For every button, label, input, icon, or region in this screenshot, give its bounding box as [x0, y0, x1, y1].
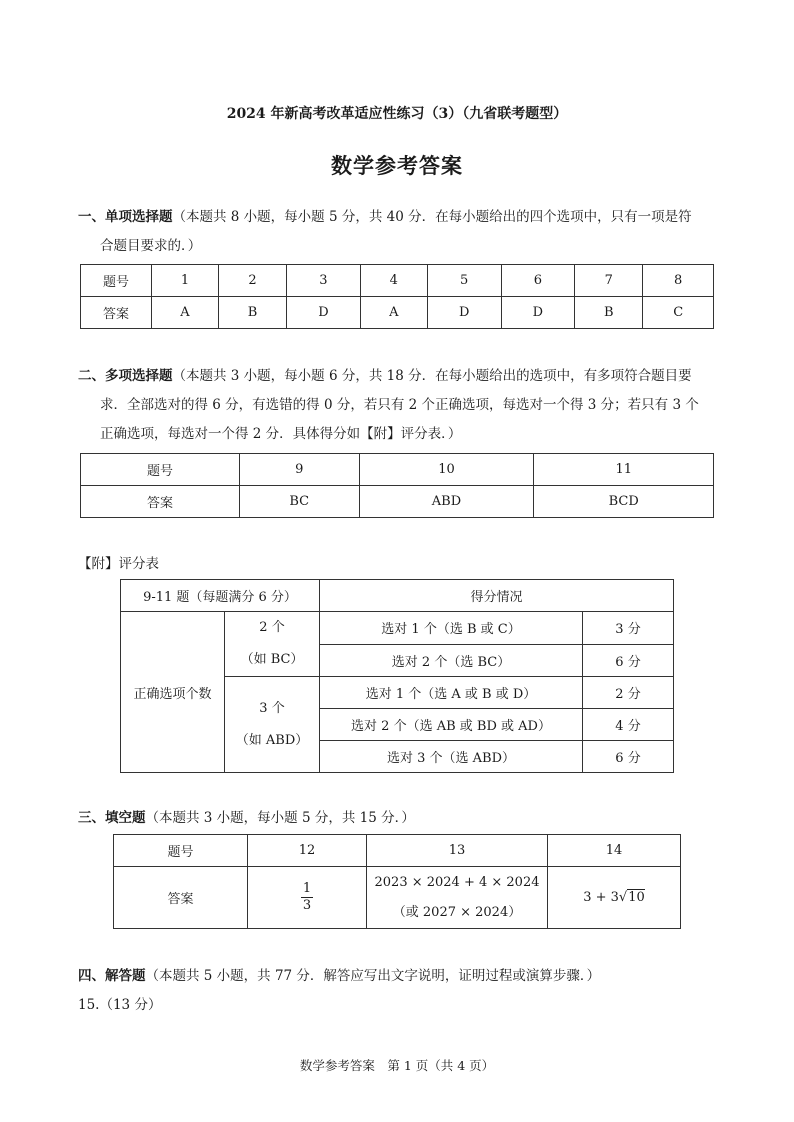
question-cell: 6 [501, 265, 575, 297]
table-row-questions [114, 835, 681, 867]
group-label: 2 个 [259, 620, 285, 635]
question-15-label: 15.（13 分） [78, 997, 162, 1013]
row-label-answer: 答案 [81, 486, 240, 518]
table-row-answers [81, 486, 714, 518]
case-cell: 选对 2 个（选 BC） [320, 644, 583, 677]
answer-cell: D [501, 297, 575, 329]
section1-answer-table [80, 264, 714, 329]
score-cell: 2 分 [583, 677, 674, 709]
section2-desc-line2: 求．全部选对的得 6 分，有选错的得 0 分，若只有 2 个正确选项，每选对一个得 3 分；若只有 3 个 [100, 397, 699, 413]
section4-intro [78, 962, 728, 1020]
question-cell: 7 [575, 265, 643, 297]
section2-intro [78, 362, 728, 449]
question-cell: 10 [359, 454, 534, 486]
question-cell: 5 [427, 265, 501, 297]
section4-desc: （本题共 5 小题，共 77 分．解答应写出文字说明，证明过程或演算步骤．） [145, 968, 601, 984]
section1-heading: 一、单项选择题 [78, 209, 173, 225]
group-cell [225, 612, 320, 677]
section3-heading: 三、填空题 [78, 810, 146, 826]
section2-heading: 二、多项选择题 [78, 368, 173, 384]
row-label-cell: 正确选项个数 [121, 612, 225, 773]
group-example: （如 BC） [240, 652, 304, 667]
row-label-question: 题号 [114, 835, 248, 867]
answer-cell-12 [248, 867, 367, 929]
document-subtitle: 数学参考答案 [331, 153, 463, 178]
header-cell: 9-11 题（每题满分 6 分） [121, 580, 320, 612]
case-cell: 选对 2 个（选 AB 或 BD 或 AD） [320, 709, 583, 741]
case-cell: 选对 3 个（选 ABD） [320, 741, 583, 773]
radical-sign: √ [618, 890, 628, 905]
answer-14-radicand: 10 [628, 890, 645, 905]
section1-desc-line1: （本题共 8 小题，每小题 5 分，共 40 分．在每小题给出的四个选项中，只有一项是符 [172, 209, 692, 225]
case-cell: 选对 1 个（选 A 或 B 或 D） [320, 677, 583, 709]
answer-cell-13 [367, 867, 548, 929]
answer-cell-14 [548, 867, 681, 929]
table-row-questions [81, 265, 714, 297]
table-row-answers [81, 297, 714, 329]
question-cell: 3 [287, 265, 361, 297]
answer-cell: D [427, 297, 501, 329]
answer-13-alternative: （或 2027 × 2024） [392, 904, 522, 920]
document-title: 2024 年新高考改革适应性练习（3）（九省联考题型） [226, 106, 568, 122]
question-cell: 8 [643, 265, 714, 297]
score-cell: 6 分 [583, 741, 674, 773]
question-cell: 14 [548, 835, 681, 867]
section1-desc-line2: 合题目要求的．） [100, 238, 202, 254]
section3-intro [78, 804, 728, 833]
appendix-scoring-table [120, 579, 674, 773]
table-row [121, 612, 674, 645]
question-cell: 11 [534, 454, 714, 486]
section4-heading: 四、解答题 [78, 968, 146, 984]
answer-13-expression: 2023 × 2024 + 4 × 2024 [374, 874, 540, 890]
fraction-denominator: 3 [302, 898, 312, 913]
question-cell: 1 [152, 265, 219, 297]
appendix-title: 【附】评分表 [78, 556, 159, 572]
score-cell: 3 分 [583, 612, 674, 645]
section2-desc-line3: 正确选项，每选对一个得 2 分．具体得分如【附】评分表．） [100, 426, 462, 442]
group-label: 3 个 [259, 700, 285, 716]
question-cell: 9 [240, 454, 360, 486]
answer-cell: A [152, 297, 219, 329]
answer-cell: BC [240, 486, 360, 518]
answer-14-prefix: 3 + 3 [583, 890, 619, 905]
row-label-answer: 答案 [81, 297, 152, 329]
section2-answer-table [80, 453, 714, 518]
header-cell: 得分情况 [320, 580, 674, 612]
question-cell: 2 [218, 265, 286, 297]
score-cell: 6 分 [583, 644, 674, 677]
answer-cell: A [360, 297, 427, 329]
score-cell: 4 分 [583, 709, 674, 741]
question-cell: 13 [367, 835, 548, 867]
group-example: （如 ABD） [235, 732, 309, 748]
fraction-numerator: 1 [302, 881, 312, 896]
table-row-answers [114, 867, 681, 929]
answer-cell: BCD [534, 486, 714, 518]
fraction [301, 881, 313, 914]
case-cell: 选对 1 个（选 B 或 C） [320, 612, 583, 645]
answer-cell: B [575, 297, 643, 329]
table-row-questions [81, 454, 714, 486]
section2-desc-line1: （本题共 3 小题，每小题 6 分，共 18 分．在每小题给出的选项中，有多项符合题目要 [172, 368, 692, 384]
section1-intro [78, 203, 728, 261]
answer-cell: D [287, 297, 361, 329]
question-cell: 12 [248, 835, 367, 867]
answer-cell: C [643, 297, 714, 329]
row-label-question: 题号 [81, 265, 152, 297]
page-footer: 数学参考答案 第 1 页（共 4 页） [299, 1058, 495, 1073]
table-row-header [121, 580, 674, 612]
question-cell: 4 [360, 265, 427, 297]
section3-desc: （本题共 3 小题，每小题 5 分，共 15 分．） [145, 810, 415, 826]
group-cell [225, 677, 320, 773]
answer-cell: ABD [359, 486, 534, 518]
answer-cell: B [218, 297, 286, 329]
section3-answer-table [113, 834, 681, 929]
row-label-answer: 答案 [114, 867, 248, 929]
row-label-question: 题号 [81, 454, 240, 486]
